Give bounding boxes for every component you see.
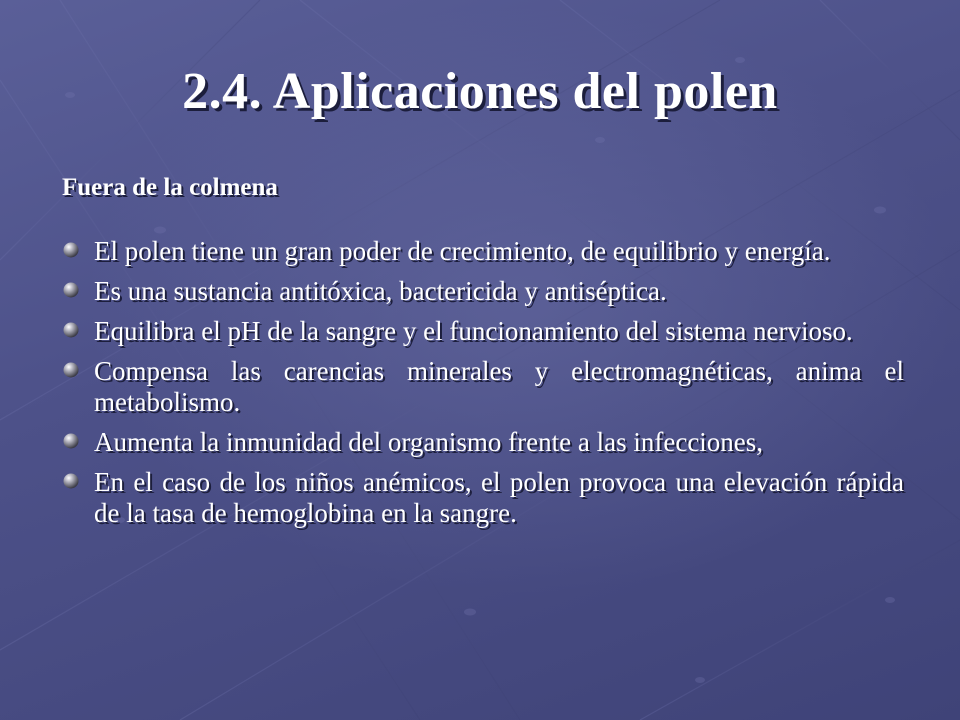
sphere-bullet-icon	[62, 241, 80, 259]
bullet-text: El polen tiene un gran poder de crecimiento, de equilibrio y energía.	[94, 236, 831, 266]
bullet-item	[62, 316, 904, 347]
bullet-list	[62, 236, 904, 538]
bullet-item	[62, 467, 904, 529]
bullet-text: Compensa las carencias minerales y electromagnéticas, anima el metabolismo.	[94, 356, 904, 417]
slide-title: 2.4. Aplicaciones del polen	[182, 63, 778, 120]
section-subtitle: Fuera de la colmena	[62, 174, 278, 201]
sphere-bullet-icon	[62, 281, 80, 299]
bullet-item	[62, 236, 904, 267]
bullet-text: Aumenta la inmunidad del organismo frente a las infecciones,	[94, 427, 764, 457]
sphere-bullet-icon	[62, 472, 80, 490]
sphere-bullet-icon	[62, 321, 80, 339]
bullet-text: Equilibra el pH de la sangre y el funcionamiento del sistema nervioso.	[94, 316, 853, 346]
bullet-item	[62, 356, 904, 418]
bullet-item	[62, 427, 904, 458]
sphere-bullet-icon	[62, 361, 80, 379]
bullet-item	[62, 276, 904, 307]
sphere-bullet-icon	[62, 432, 80, 450]
bullet-text: En el caso de los niños anémicos, el polen provoca una elevación rápida de la tasa de hemoglobina en la sangre.	[94, 467, 904, 528]
bullet-text: Es una sustancia antitóxica, bactericida y antiséptica.	[94, 276, 667, 306]
